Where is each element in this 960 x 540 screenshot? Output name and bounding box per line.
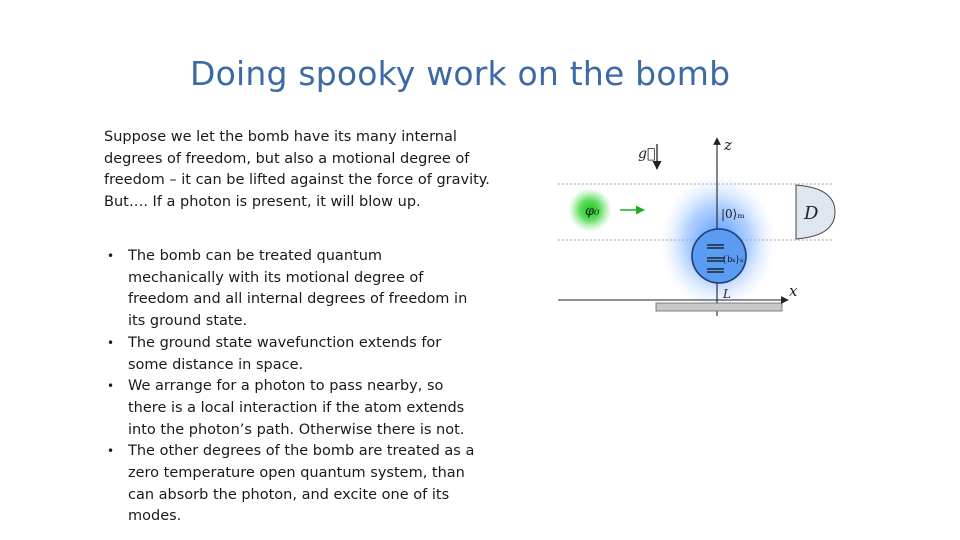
bullet-marker: •: [107, 379, 115, 394]
bullet-marker: •: [107, 444, 115, 459]
bullet-line: some distance in space.: [128, 356, 304, 373]
bullet-line: can absorb the photon, and excite one of its: [128, 486, 450, 503]
bullet-item: [106, 441, 491, 528]
intro-paragraph: [104, 127, 504, 213]
z-axis-label: z: [724, 136, 732, 154]
bullet-line: We arrange for a photon to pass nearby, so: [128, 378, 444, 395]
bomb-diagram: [548, 128, 848, 328]
intro-line: Suppose we let the bomb have its many internal: [104, 129, 457, 145]
gravity-label: g⃗: [638, 146, 656, 162]
bullet-list: [106, 246, 491, 528]
intro-line: degrees of freedom, but also a motional degree of: [104, 150, 470, 167]
bullet-line: mechanically with its motional degree of: [128, 269, 424, 286]
bullet-line: modes.: [128, 508, 182, 525]
bullet-line: The other degrees of the bomb are treated as a: [128, 443, 475, 460]
x-axis-label: x: [789, 282, 798, 300]
bullet-line: zero temperature open quantum system, than: [128, 465, 465, 482]
bullet-item: [106, 376, 491, 441]
bullet-line: The bomb can be treated quantum: [128, 248, 383, 264]
bullet-line: freedom and all internal degrees of freedom in: [128, 291, 468, 308]
detector-label: D: [804, 203, 819, 224]
bullet-marker: •: [107, 249, 115, 263]
bullet-line: its ground state.: [128, 313, 248, 330]
bullet-item: [106, 333, 491, 376]
bullet-line: there is a local interaction if the atom extends: [128, 399, 465, 416]
length-label: L: [723, 287, 731, 301]
bullet-line: The ground state wavefunction extends for: [128, 334, 442, 351]
intro-line: But…. If a photon is present, it will blow up.: [104, 193, 421, 210]
slide-title: Doing spooky work on the bomb: [190, 54, 731, 93]
bullet-item: [106, 246, 491, 333]
floor-platform: [656, 303, 782, 311]
motional-state-label: |0⟩ₘ: [721, 207, 745, 221]
photon-label: φ₀: [585, 204, 600, 219]
bullet-marker: •: [107, 335, 115, 350]
bullet-line: into the photon’s path. Otherwise there is not.: [128, 421, 465, 438]
internal-modes-label: {bₖ}ₖ: [722, 255, 744, 264]
intro-line: freedom – it can be lifted against the force of gravity.: [104, 172, 490, 188]
